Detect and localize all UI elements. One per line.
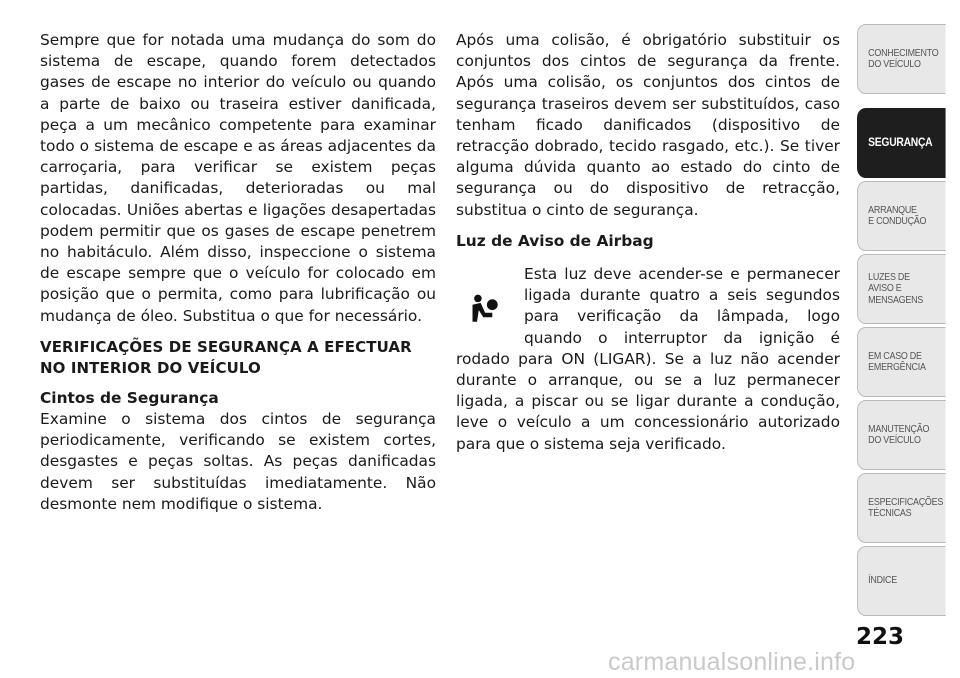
tab-especificacoes-tecnicas[interactable]: ESPECIFICAÇÕES TÉCNICAS xyxy=(857,473,946,543)
tab-seguranca[interactable]: SEGURANÇA xyxy=(857,108,946,178)
safety-checks-heading: VERIFICAÇÕES DE SEGURANÇA A EFECTUAR NO INTERIOR DO VEÍCULO xyxy=(40,337,412,378)
tab-manutencao-do-veiculo[interactable]: MANUTENÇÃO DO VEÍCULO xyxy=(857,400,946,470)
left-column xyxy=(40,30,436,515)
airbag-warning-heading: Luz de Aviso de Airbag xyxy=(456,231,654,250)
seat-belts-heading: Cintos de Segurança xyxy=(40,388,219,407)
tab-arranque-e-conducao[interactable]: ARRANQUE E CONDUÇÃO xyxy=(857,181,946,251)
tab-em-caso-de-emergencia[interactable]: EM CASO DE EMERGÊNCIA xyxy=(857,327,946,397)
seat-belts-paragraph: Examine o sistema dos cintos de segurança periodicamente, verificando se existem cortes, desgastes e peças soltas. As peças danificadas devem ser substituídas imediatamente. Não desmonte nem modifique o sistema. xyxy=(40,410,436,513)
tab-conhecimento-do-veiculo[interactable]: CONHECIMENTO DO VEÍCULO xyxy=(857,24,946,94)
page-number: 223 xyxy=(856,624,905,650)
collision-paragraph: Após uma colisão, é obrigatório substituir os conjuntos dos cintos de segurança da frente. Após uma colisão, os conjuntos dos cintos de segurança traseiros devem ser substituídos, caso tenham ficado danificados (dispositivo de retracção dobrado, tecido rasgado, etc.). Se tiver alguma dúvida quanto ao estado do cinto de segurança ou do dispositivo de retracção, substitua o cinto de segurança. xyxy=(456,31,840,219)
tab-indice[interactable]: ÍNDICE xyxy=(857,546,946,616)
tab-luzes-de-aviso[interactable]: LUZES DE AVISO E MENSAGENS xyxy=(857,254,946,324)
airbag-warning-icon xyxy=(456,264,524,348)
exhaust-paragraph: Sempre que for notada uma mudança do som do sistema de escape, quando forem detectados gases de escape no interior do veículo ou quando a parte de baixo ou traseira estiver danificada, peça a um mecânico competente para examinar todo o sistema de escape e as áreas adjacentes da carroçaria, para verificar se existem peças partidas, danificadas, deterioradas ou mal colocadas. Uniões abertas e ligações desapertadas podem permitir que os gases de escape penetrem no habitáculo. Além disso, inspeccione o sistema de escape sempre que o veículo for colocado em posição que o permita, como para lubrificação ou mudança de óleo. Substitua o que for necessário. xyxy=(40,31,436,325)
right-column xyxy=(456,30,840,455)
watermark: carmanualsonline.info xyxy=(608,648,856,676)
airbag-warning-paragraph: Esta luz deve acender-se e permanecer ligada durante quatro a seis segundos para verificação da lâmpada, logo quando o interruptor da ignição é rodado para ON (LIGAR). Se a luz não acender durante o arranque, ou se a luz permanecer ligada, a piscar ou se ligar durante a condução, leve o veículo a um concessionário autorizado para que o sistema seja verificado. xyxy=(456,265,840,453)
airbag-warning-block xyxy=(456,264,840,455)
